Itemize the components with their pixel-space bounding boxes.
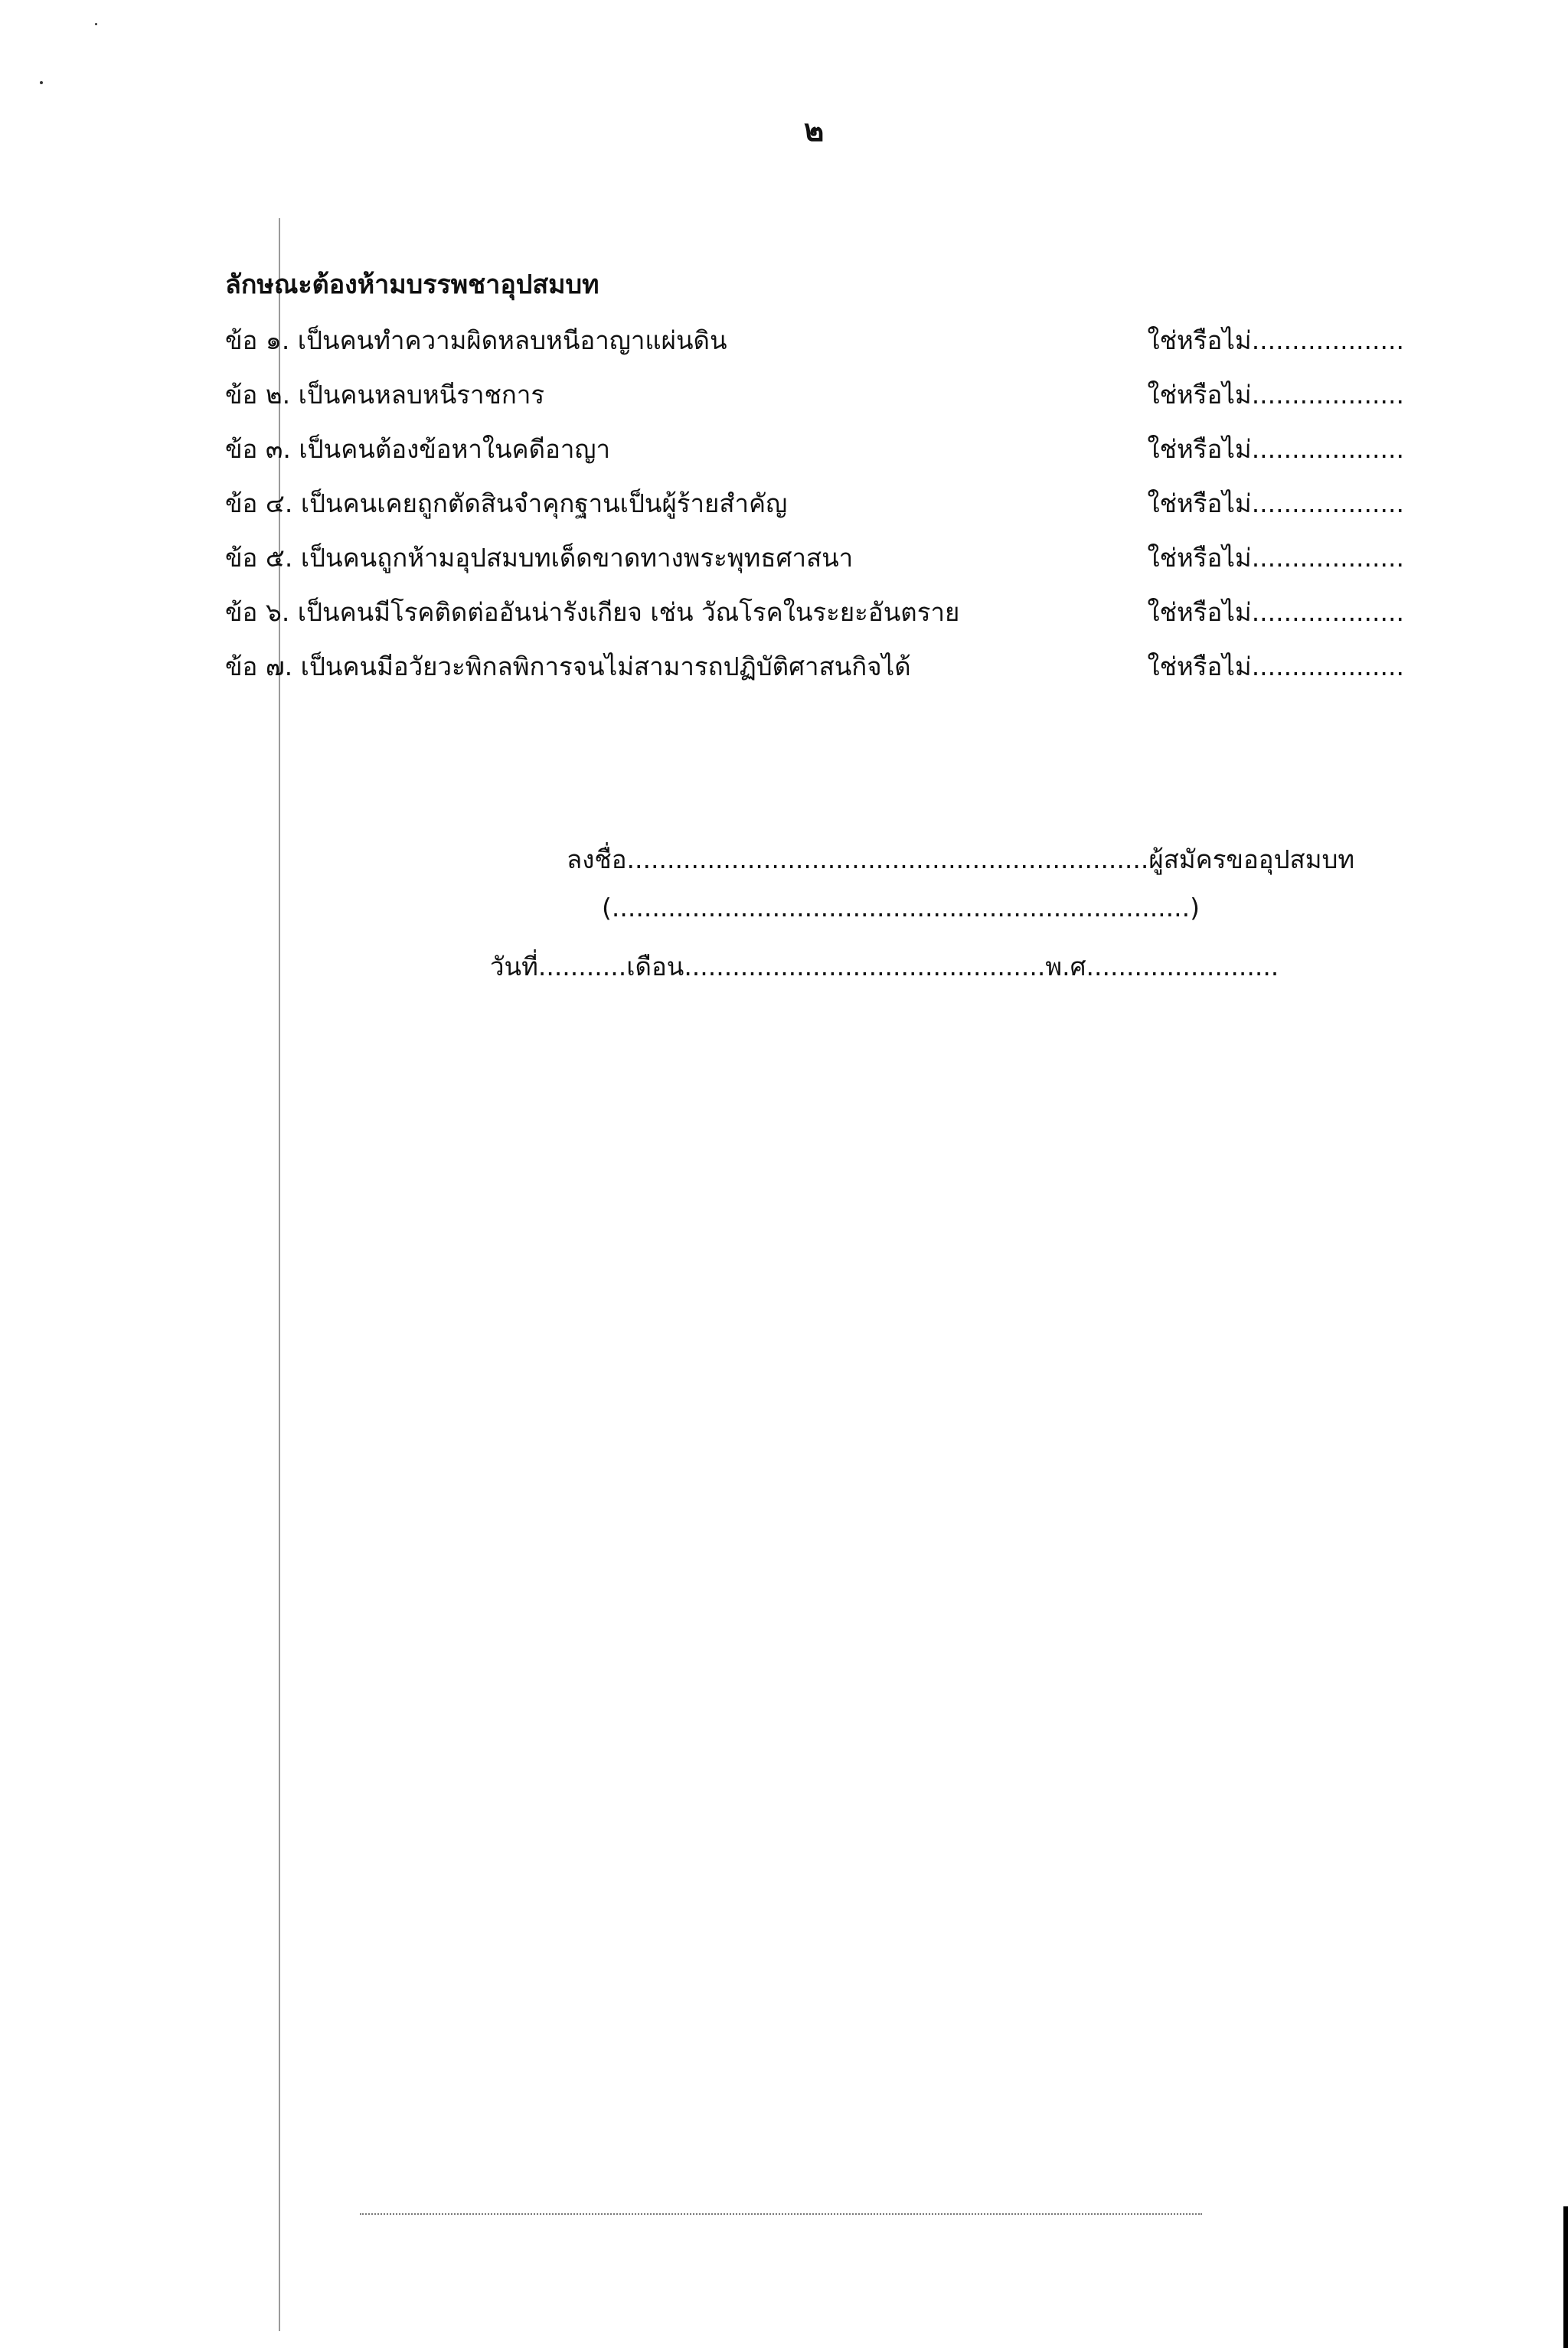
yes-no-field[interactable]: ใช่หรือไม่...................: [1147, 543, 1404, 573]
list-item: [225, 592, 1404, 638]
section-heading: ลักษณะต้องห้ามบรรพชาอุปสมบท: [225, 269, 599, 300]
item-label: ข้อ ๑. เป็นคนทำความผิดหลบหนีอาญาแผ่นดิน: [225, 325, 727, 355]
list-item: [225, 429, 1404, 475]
signature-line[interactable]: ลงชื่อ.................................................................ผู้สมัครขออุปสมบท: [567, 844, 1355, 874]
yes-no-field[interactable]: ใช่หรือไม่...................: [1147, 325, 1404, 355]
item-label: ข้อ ๒. เป็นคนหลบหนีราชการ: [225, 380, 545, 410]
item-label: ข้อ ๗. เป็นคนมีอวัยวะพิกลพิการจนไม่สามารถปฏิบัติศาสนกิจได้: [225, 651, 911, 681]
yes-no-field[interactable]: ใช่หรือไม่...................: [1147, 380, 1404, 410]
list-item: [225, 320, 1404, 366]
item-label: ข้อ ๖. เป็นคนมีโรคติดต่ออันน่ารังเกียจ เช่น วัณโรคในระยะอันตราย: [225, 597, 960, 627]
yes-no-field[interactable]: ใช่หรือไม่...................: [1147, 597, 1404, 627]
page-number: ๒: [804, 113, 825, 149]
item-label: ข้อ ๓. เป็นคนต้องข้อหาในคดีอาญา: [225, 434, 611, 464]
list-item: [225, 374, 1404, 420]
item-label: ข้อ ๕. เป็นคนถูกห้ามอุปสมบทเด็ดขาดทางพระพุทธศาสนา: [225, 543, 854, 573]
left-margin-line: [279, 218, 280, 2331]
yes-no-field[interactable]: ใช่หรือไม่...................: [1147, 651, 1404, 681]
printed-name-line[interactable]: (........................................................................): [602, 893, 1200, 923]
list-item: [225, 483, 1404, 529]
footer-divider: [360, 2213, 1202, 2215]
yes-no-field[interactable]: ใช่หรือไม่...................: [1147, 434, 1404, 464]
yes-no-field[interactable]: ใช่หรือไม่...................: [1147, 488, 1404, 518]
item-label: ข้อ ๔. เป็นคนเคยถูกตัดสินจำคุกฐานเป็นผู้ร้ายสำคัญ: [225, 488, 788, 518]
list-item: [225, 646, 1404, 692]
scan-speck: [95, 23, 97, 25]
scan-edge-bar: [1563, 2206, 1568, 2348]
scan-speck: [40, 81, 43, 84]
date-line[interactable]: วันที่...........เดือน.............................................พ.ศ........................: [490, 952, 1279, 981]
list-item: [225, 537, 1404, 583]
